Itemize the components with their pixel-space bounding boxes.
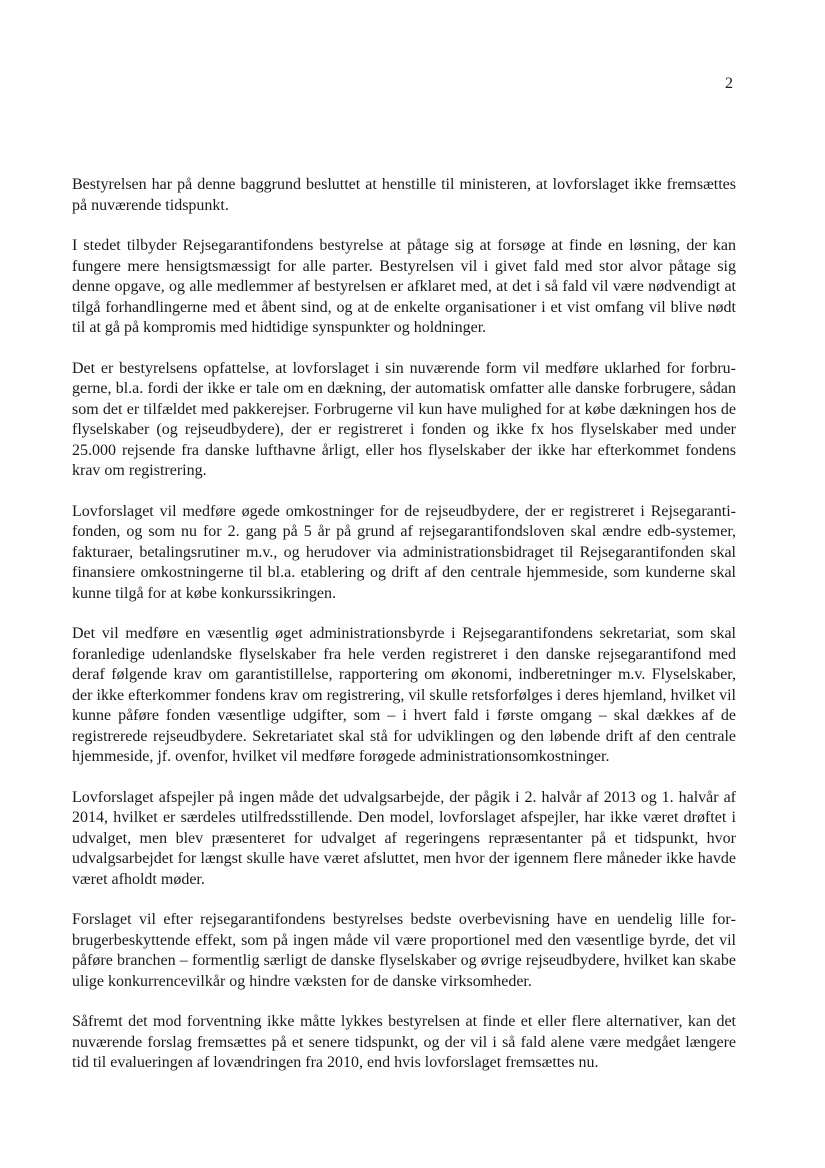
paragraph-8: Såfremt det mod forventning ikke måtte lykkes bestyrelsen at finde et eller flere alternativer, kan det nuværende forslag fremsættes på et senere tidspunkt, og der vil i så fald alene være medgået længere tid til evalueringen af lovændringen fra 2010, end hvis lovforslaget fremsættes nu.	[72, 1013, 736, 1071]
paragraph-6: Lovforslaget afspejler på ingen måde det udvalgsarbejde, der pågik i 2. halvår af 2013 og 1. halvår af 2014, hvilket er særdeles utilfredsstillende. Den model, lovforslaget afspejler, har ikke været drøftet i udvalget, men blev præsenteret for udvalget af regeringens repræsentanter på et tidspunkt, hvor udvalgsarbejdet for længst skulle have været afsluttet, men hvor der igennem flere måneder ikke havde været afholdt møder.	[72, 788, 736, 888]
page-number: 2	[725, 75, 733, 92]
paragraph-3: Det er bestyrelsens opfattelse, at lovforslaget i sin nuværende form vil medføre uklarhed for forbrugerne, bl.a. fordi der ikke er tale om en dækning, der automatisk omfatter alle danske forbrugere, sådan som det er tilfældet med pakkerejser. Forbrugerne vil kun have mulighed for at købe dækningen hos de flyselskaber (og rejseudbydere), der er registreret i fonden og ikke fx hos flyselskaber med under 25.000 rejsende fra danske lufthavne årligt, eller hos flyselskaber der ikke har efterkommet fondens krav om registrering.	[72, 359, 736, 479]
document-body	[72, 175, 736, 1094]
paragraph-1: Bestyrelsen har på denne baggrund besluttet at henstille til ministeren, at lovforslaget ikke fremsættes på nuværende tidspunkt.	[72, 176, 736, 214]
paragraph-2: I stedet tilbyder Rejsegarantifondens bestyrelse at påtage sig at forsøge at finde en løsning, der kan fungere mere hensigtsmæssigt for alle parter. Bestyrelsen vil i givet fald med stor alvor påtage sig denne opgave, og alle medlemmer af bestyrelsen er afklaret med, at det i så fald vil være nødvendigt at tilgå forhandlingerne med et åbent sind, og at de enkelte organisationer i et vist omfang vil blive nødt til at gå på kompromis med hidtidige synspunkter og holdninger.	[72, 237, 736, 336]
paragraph-5: Det vil medføre en væsentlig øget administrationsbyrde i Rejsegarantifondens sekretariat, som skal foranledige udenlandske flyselskaber fra hele verden registreret i den danske rejsegarantifond med deraf følgende krav om garantistillelse, rapportering om økonomi, indberetninger m.v. Flyselskaber, der ikke efterkommer fondens krav om registrering, vil skulle retsforfølges i deres hjemland, hvilket vil kunne påføre fonden væsentlige udgifter, som – i hvert fald i første omgang – skal dækkes af de registrerede rejseudbydere. Sekretariatet skal stå for udviklingen og den løbende drift af den centrale hjemmeside, jf. ovenfor, hvilket vil medføre forøgede administrationsomkostninger.	[72, 625, 736, 765]
paragraph-7: Forslaget vil efter rejsegarantifondens bestyrelses bedste overbevisning have en uendelig lille forbrugerbeskyttende effekt, som på ingen måde vil være proportionel med den væsentlige byrde, det vil påføre branchen – formentlig særligt de danske flyselskaber og øvrige rejseudbydere, hvilket kan skabe ulige konkurrencevilkår og hindre væksten for de danske virksomheder.	[72, 911, 736, 990]
paragraph-4: Lovforslaget vil medføre øgede omkostninger for de rejseudbydere, der er registreret i Rejsegarantifonden, og som nu for 2. gang på 5 år på grund af rejsegarantifondsloven skal ændre edb-systemer, fakturaer, betalingsrutiner m.v., og herudover via administrationsbidraget til Rejsegarantifonden skal finansiere omkostningerne til bl.a. etablering og drift af den centrale hjemmeside, som kunderne skal kunne tilgå for at købe konkurssikringen.	[72, 502, 736, 602]
